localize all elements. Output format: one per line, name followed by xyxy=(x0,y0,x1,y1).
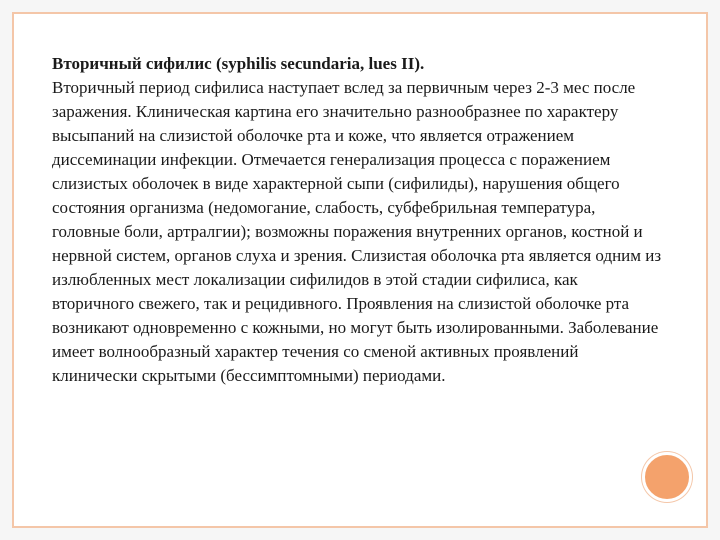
slide-text-block xyxy=(52,52,664,388)
slide-heading: Вторичный сифилис (syphilis secundaria, lues II). xyxy=(52,54,425,73)
decorative-circle xyxy=(642,452,692,502)
slide-body: Вторичный период сифилиса наступает вслед за первичным через 2-3 мес после заражения. Клиническая картина его значительно разнообразнее по характеру высыпаний на слизистой оболочке рта и коже, что является отражением диссеминации инфекции. Отмечается генерализация процесса с поражением слизистых оболочек в виде характерной сыпи (сифилиды), нарушения общего состояния организма (недомогание, слабость, субфебрильная температура, головные боли, артралгии); возможны поражения внутренних органов, костной и нервной систем, органов слуха и зрения. Слизистая оболочка рта является одним из излюбленных мест локализации сифилидов в этой стадии сифилиса, как вторичного свежего, так и рецидивного. Проявления на слизистой оболочке рта возникают одновременно с кожными, но могут быть изолированными. Заболевание имеет волнообразный характер течения со сменой активных проявлений клинически скрытыми (бессимптомными) периодами. xyxy=(52,78,662,385)
